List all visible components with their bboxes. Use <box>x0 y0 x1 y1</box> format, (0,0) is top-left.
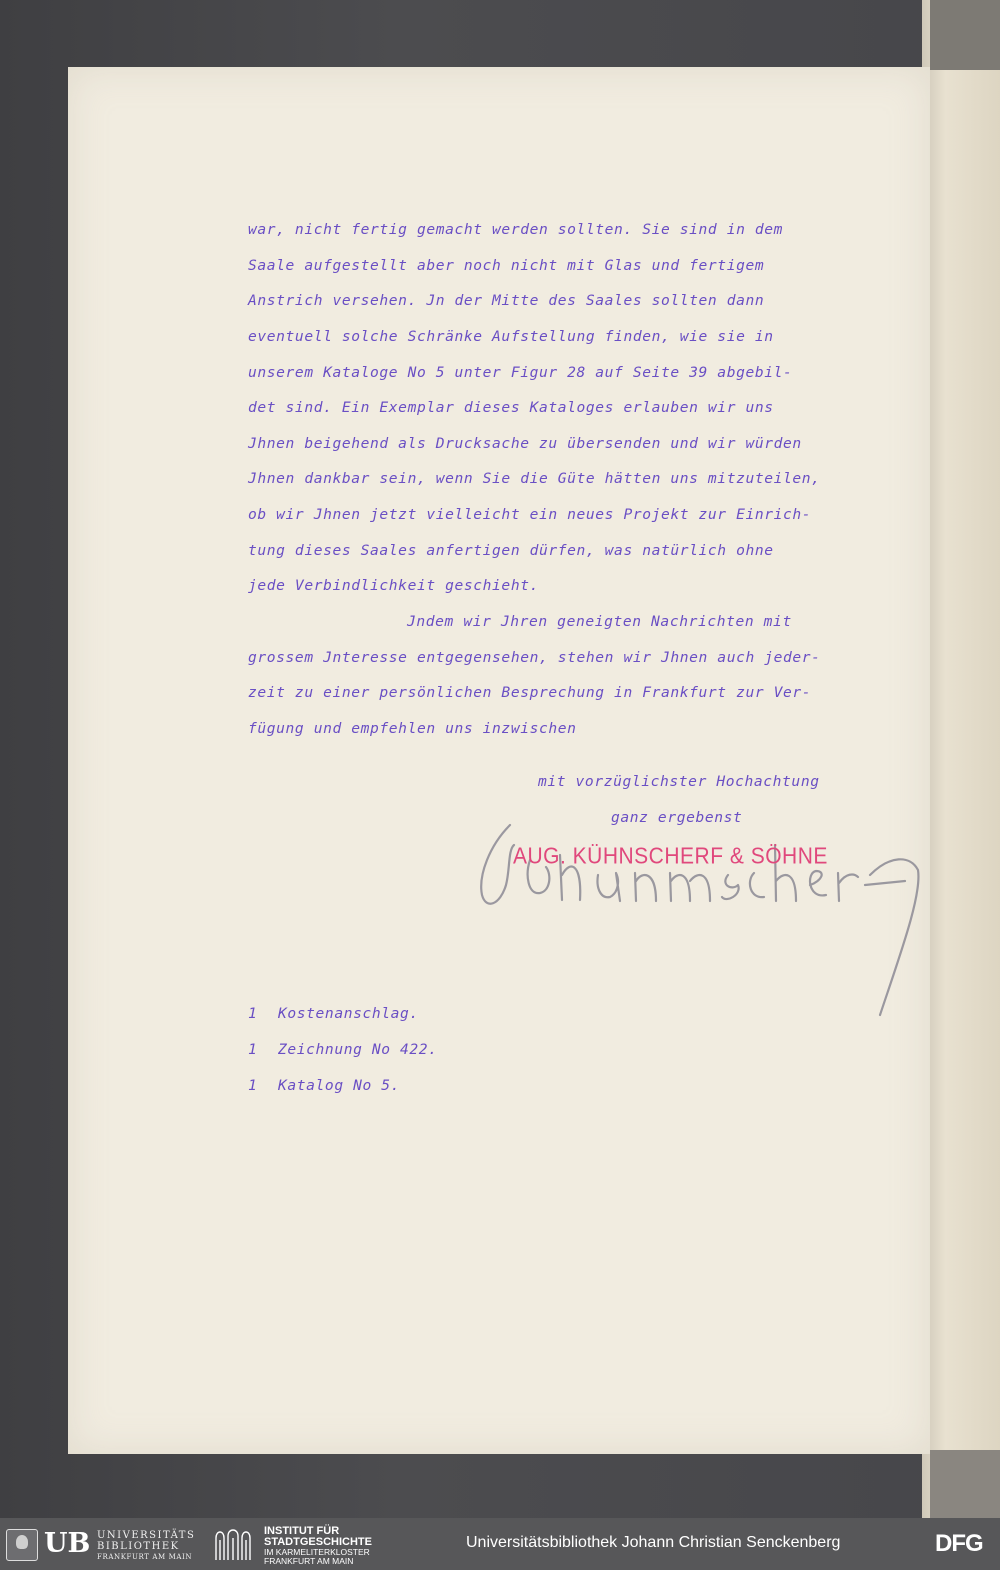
closing-sign-off: ganz ergebenst <box>611 809 743 826</box>
adjacent-page-edge <box>922 0 1000 1518</box>
dfg-logo[interactable]: DFG <box>935 1530 983 1557</box>
ub-logo-abbr[interactable]: UB <box>44 1528 91 1559</box>
body-line: det sind. Ein Exemplar dieses Kataloges erlauben wir uns <box>248 399 774 416</box>
footer-bar <box>0 1518 1000 1570</box>
ub-city: FRANKFURT AM MAIN <box>97 1553 193 1561</box>
ub-name-line-2: BIBLIOTHEK <box>97 1541 180 1552</box>
enclosure-item <box>248 1005 419 1022</box>
ifs-logo-text[interactable] <box>264 1526 372 1566</box>
ifs-sub-line-1: IM KARMELITERKLOSTER <box>264 1547 370 1557</box>
ifs-sub-line-2: FRANKFURT AM MAIN <box>264 1556 354 1566</box>
body-line-indented: Jndem wir Jhren geneigten Nachrichten mit <box>407 613 792 630</box>
body-line: Jhnen beigehend als Drucksache zu übersenden und wir würden <box>248 435 802 452</box>
ifs-arches-icon[interactable] <box>214 1526 254 1562</box>
enclosure-qty: 1 <box>248 1077 258 1094</box>
body-line: Saale aufgestellt aber noch nicht mit Glas und fertigem <box>248 257 765 274</box>
ub-name-line-1: UNIVERSITÄTS <box>97 1530 196 1541</box>
body-line: fügung und empfehlen uns inzwischen <box>248 720 577 737</box>
book-binding-top <box>930 0 1000 70</box>
body-line: tung dieses Saales anfertigen dürfen, was natürlich ohne <box>248 542 774 559</box>
ub-portrait-icon <box>6 1529 38 1561</box>
body-line: zeit zu einer persönlichen Besprechung in Frankfurt zur Ver- <box>248 684 812 701</box>
closing-greeting: mit vorzüglichster Hochachtung <box>538 773 820 790</box>
book-binding-bottom <box>930 1450 1000 1518</box>
body-line: ob wir Jhnen jetzt vielleicht ein neues Projekt zur Einrich- <box>248 506 812 523</box>
ub-logo-text[interactable] <box>97 1530 195 1563</box>
body-line: Jhnen dankbar sein, wenn Sie die Güte hätten uns mitzuteilen, <box>248 470 821 487</box>
enclosure-qty: 1 <box>248 1005 258 1022</box>
body-line: Anstrich versehen. Jn der Mitte des Saales sollten dann <box>248 292 765 309</box>
ifs-name-line-2: STADTGESCHICHTE <box>264 1536 372 1548</box>
enclosure-item <box>248 1077 400 1094</box>
enclosure-label: Katalog No 5. <box>278 1077 401 1094</box>
enclosure-qty: 1 <box>248 1041 258 1058</box>
library-name-link[interactable]: Universitätsbibliothek Johann Christian Senckenberg <box>466 1534 841 1551</box>
body-line: eventuell solche Schränke Aufstellung finden, wie sie in <box>248 328 774 345</box>
company-stamp: AUG. KÜHNSCHERF & SÖHNE <box>513 844 828 869</box>
body-line: unserem Kataloge No 5 unter Figur 28 auf Seite 39 abgebil- <box>248 364 793 381</box>
body-line: war, nicht fertig gemacht werden sollten. Sie sind in dem <box>248 221 784 238</box>
enclosure-label: Kostenanschlag. <box>278 1005 419 1022</box>
ifs-name-line-1: INSTITUT FÜR <box>264 1525 340 1537</box>
body-line: grossem Jnteresse entgegensehen, stehen wir Jhnen auch jeder- <box>248 649 821 666</box>
enclosure-label: Zeichnung No 422. <box>278 1041 438 1058</box>
enclosure-item <box>248 1041 438 1058</box>
letter-page <box>68 67 930 1454</box>
body-line: jede Verbindlichkeit geschieht. <box>248 577 539 594</box>
